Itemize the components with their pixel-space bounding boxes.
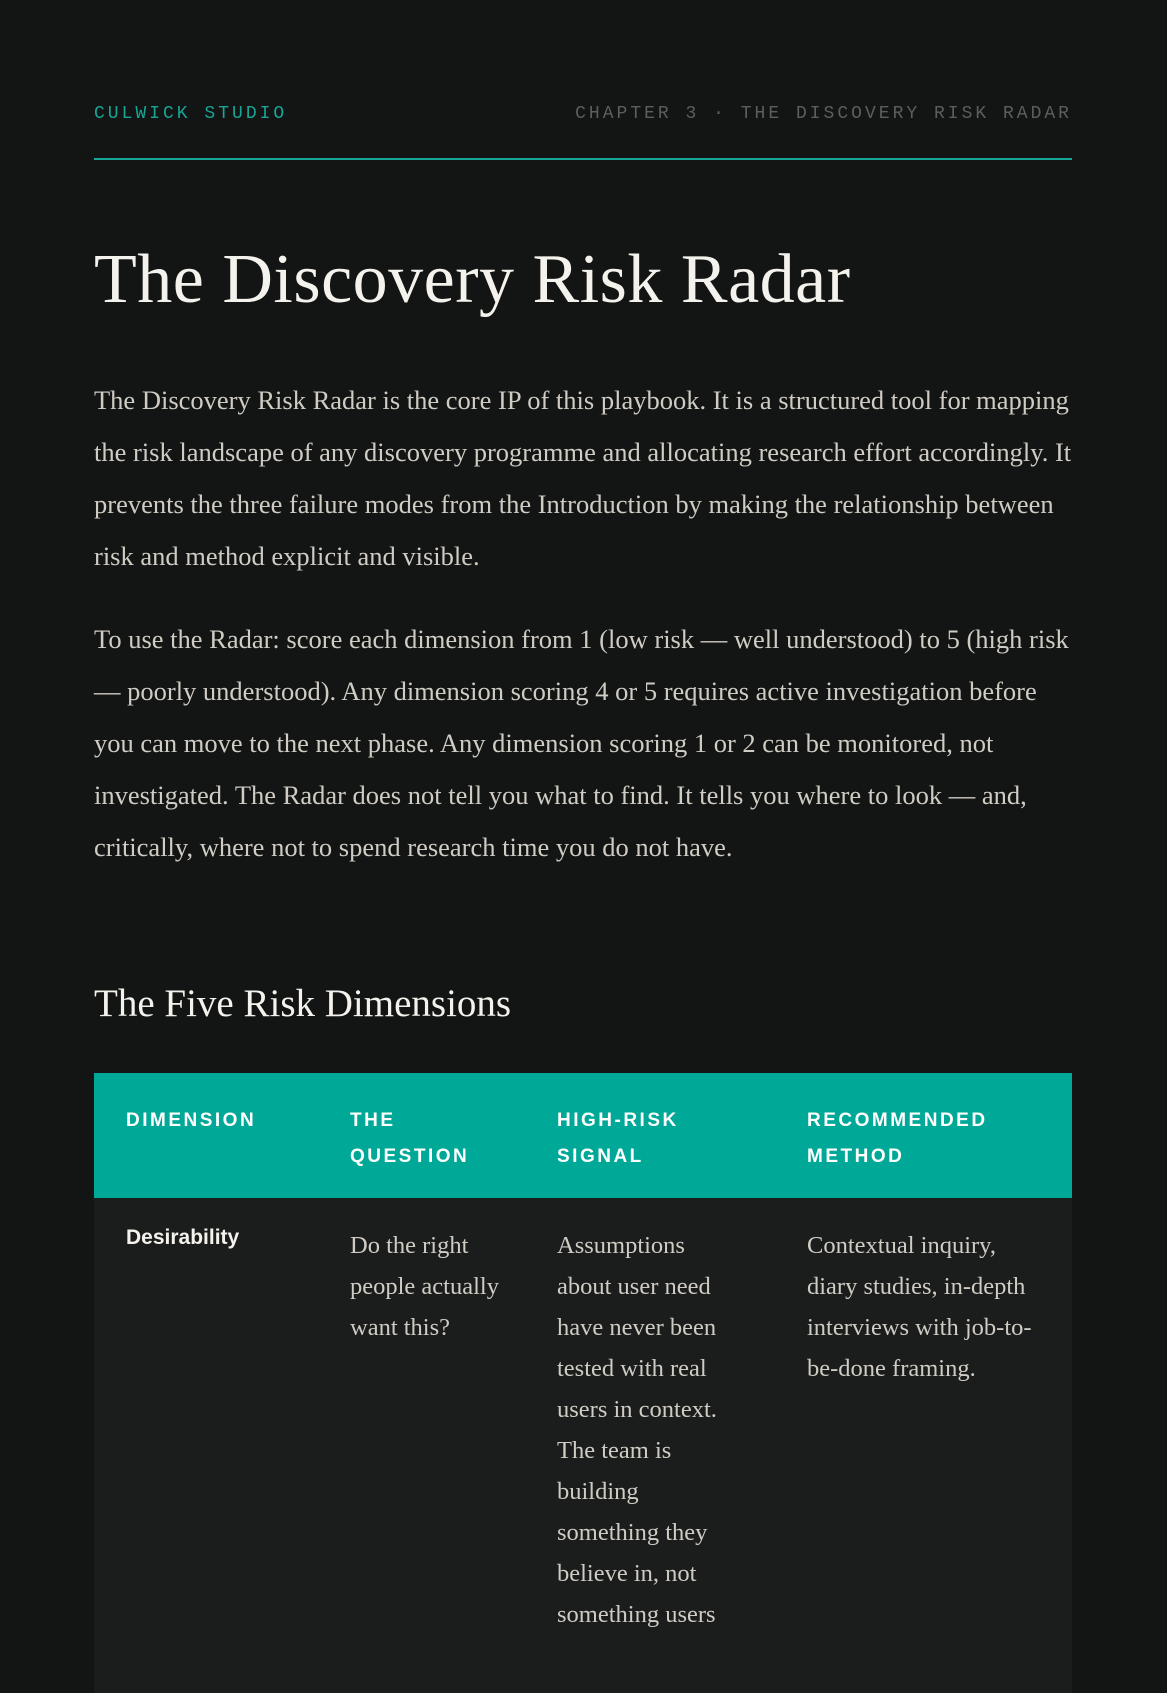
intro-paragraph: The Discovery Risk Radar is the core IP of this playbook. It is a structured tool for mapping the risk landscape of any discovery programme and allocating research effort accordingly. It prevents the three failure modes from the Introduction by making the relationship between risk and method explicit and visible. — [94, 385, 1072, 571]
column-header-question: THE QUESTION — [350, 1110, 470, 1167]
chapter-label: CHAPTER 3 · THE DISCOVERY RISK RADAR — [575, 104, 1072, 124]
header-divider — [94, 158, 1072, 160]
section-heading: The Five Risk Dimensions — [94, 982, 512, 1025]
column-header-method: RECOMMENDED METHOD — [807, 1110, 988, 1167]
column-header-dimension: DIMENSION — [126, 1110, 257, 1131]
cell-question: Do the right people actually want this? — [350, 1232, 499, 1341]
cell-signal: Assumptions about user need have never been tested with real users in context. The team is building something they believe in, not something users — [557, 1232, 717, 1628]
running-header — [94, 104, 1072, 124]
brand-name: CULWICK STUDIO — [94, 104, 288, 124]
cell-method: Contextual inquiry, diary studies, in-depth interviews with job-to-be-done framing. — [807, 1232, 1032, 1382]
cell-dimension: Desirability — [126, 1226, 240, 1249]
risk-dimensions-table — [94, 1073, 1072, 1693]
table-header-row — [94, 1073, 1072, 1198]
usage-paragraph: To use the Radar: score each dimension from 1 (low risk — well understood) to 5 (high risk — poorly understood). Any dimension scoring 4 or 5 requires active investigation before you can move to the next phase. Any dimension scoring 1 or 2 can be monitored, not investigated. The Radar does not tell you what to find. It tells you where to look — and, critically, where not to spend research time you do not have. — [94, 624, 1069, 862]
column-header-signal: HIGH-RISK SIGNAL — [557, 1110, 679, 1167]
page-title: The Discovery Risk Radar — [94, 241, 851, 318]
